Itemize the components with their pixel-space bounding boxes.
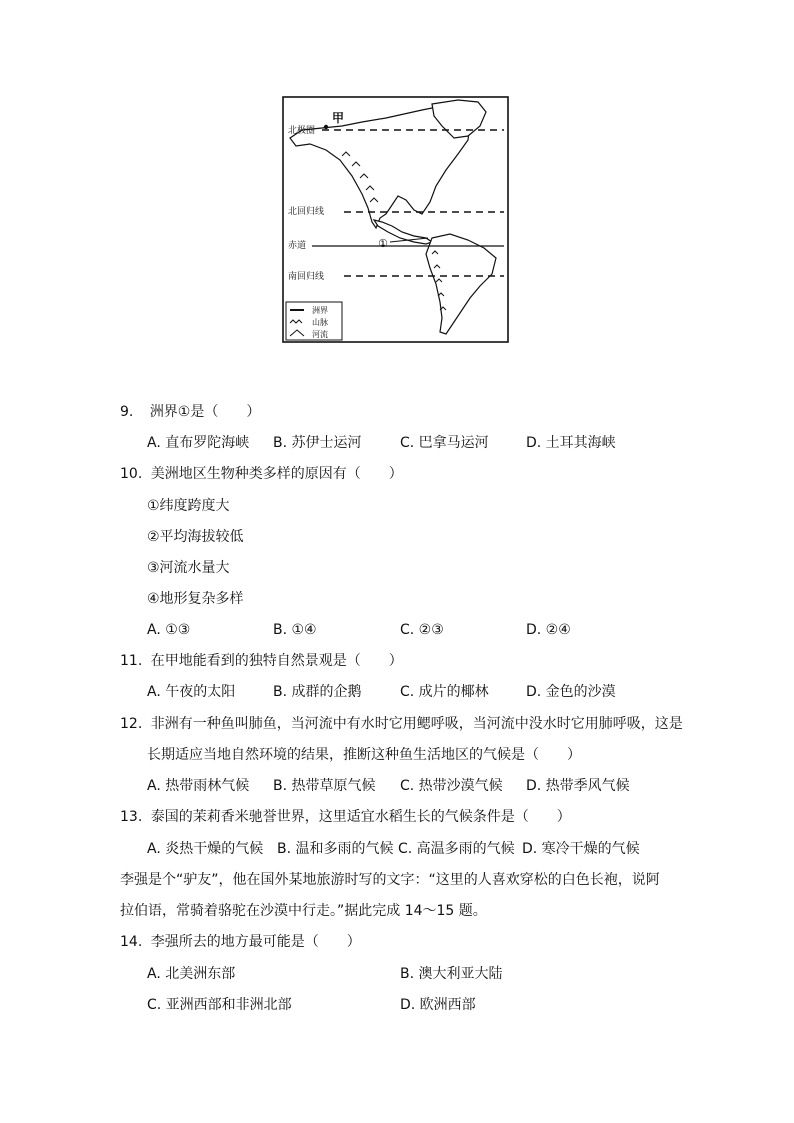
passage-line-1: 李强是个“驴友”，他在国外某地旅游时写的文字：“这里的人喜欢穿松的白色长袍，说阿 [120,872,660,888]
q9-option-c[interactable]: C. 巴拿马运河 [400,435,489,451]
q11-option-d[interactable]: D. 金色的沙漠 [526,684,616,700]
q12-option-c[interactable]: C. 热带沙漠气候 [400,778,503,794]
label-equator: 赤道 [288,241,307,251]
question-12 [120,714,683,734]
question-text: 泰国的茉莉香米驰誉世界，这里适宜水稻生长的气候条件是（ ） [150,809,571,825]
question-number: 12. [120,716,143,732]
question-number: 13. [120,809,143,825]
label-jia: 甲 [332,111,345,125]
label-tropic-of-cancer: 北回归线 [288,207,325,217]
q10-option-b[interactable]: B. ①④ [273,622,317,638]
q12-option-b[interactable]: B. 热带草原气候 [273,778,376,794]
legend-mountain: 山脉 [312,318,328,327]
q13-option-c[interactable]: C. 高温多雨的气候 [398,841,515,857]
question-10 [120,464,403,484]
q10-option-a[interactable]: A. ①③ [147,622,191,638]
americas-map [282,96,510,344]
q9-option-b[interactable]: B. 苏伊士运河 [273,435,362,451]
question-text: 非洲有一种鱼叫肺鱼，当河流中有水时它用鳃呼吸，当河流中没水时它用肺呼吸，这是 [150,716,683,732]
q10-option-c[interactable]: C. ②③ [400,622,444,638]
legend-river: 河流 [312,330,328,339]
label-arctic-circle: 北极圈 [288,126,316,136]
question-number: 11. [120,653,143,669]
q14-option-c[interactable]: C. 亚洲西部和非洲北部 [147,997,292,1013]
question-text: 美洲地区生物种类多样的原因有（ ） [150,466,403,482]
question-13 [120,807,571,827]
question-text: 李强所去的地方最可能是（ ） [150,934,361,950]
question-number: 10. [120,466,143,482]
question-text: 在甲地能看到的独特自然景观是（ ） [150,653,403,669]
q12-option-a[interactable]: A. 热带雨林气候 [147,778,250,794]
label-tropic-of-capricorn: 南回归线 [288,272,325,282]
q10-statement-2: ②平均海拔较低 [147,529,244,545]
q10-statement-4: ④地形复杂多样 [147,591,244,607]
question-14 [120,932,361,952]
q10-statement-1: ①纬度跨度大 [147,498,230,514]
q13-option-d[interactable]: D. 寒冷干燥的气候 [522,841,640,857]
q14-option-b[interactable]: B. 澳大利亚大陆 [400,966,503,982]
question-9 [120,402,260,422]
question-text: 洲界①是（ ） [149,404,261,420]
legend-boundary: 洲界 [312,306,328,315]
question-12-line-2: 长期适应当地自然环境的结果，推断这种鱼生活地区的气候是（ ） [147,747,581,763]
q11-option-a[interactable]: A. 午夜的太阳 [147,684,236,700]
label-marker-1: ① [378,237,388,250]
passage-line-2: 拉伯语，常骑着骆驼在沙漠中行走。”据此完成 14～15 题。 [120,903,487,919]
q9-option-d[interactable]: D. 土耳其海峡 [526,435,616,451]
q14-option-d[interactable]: D. 欧洲西部 [400,997,476,1013]
q10-statement-3: ③河流水量大 [147,560,230,576]
q13-option-b[interactable]: B. 温和多雨的气候 [277,841,394,857]
q12-option-d[interactable]: D. 热带季风气候 [526,778,630,794]
q10-option-d[interactable]: D. ②④ [526,622,571,638]
q11-option-b[interactable]: B. 成群的企鹅 [273,684,362,700]
question-11 [120,651,403,671]
americas-map-drawing [282,96,510,344]
q13-option-a[interactable]: A. 炎热干燥的气候 [147,841,264,857]
question-number: 9. [120,404,134,420]
q9-option-a[interactable]: A. 直布罗陀海峡 [147,435,250,451]
map-legend [286,302,342,340]
q14-option-a[interactable]: A. 北美洲东部 [147,966,236,982]
question-number: 14. [120,934,143,950]
q11-option-c[interactable]: C. 成片的椰林 [400,684,489,700]
